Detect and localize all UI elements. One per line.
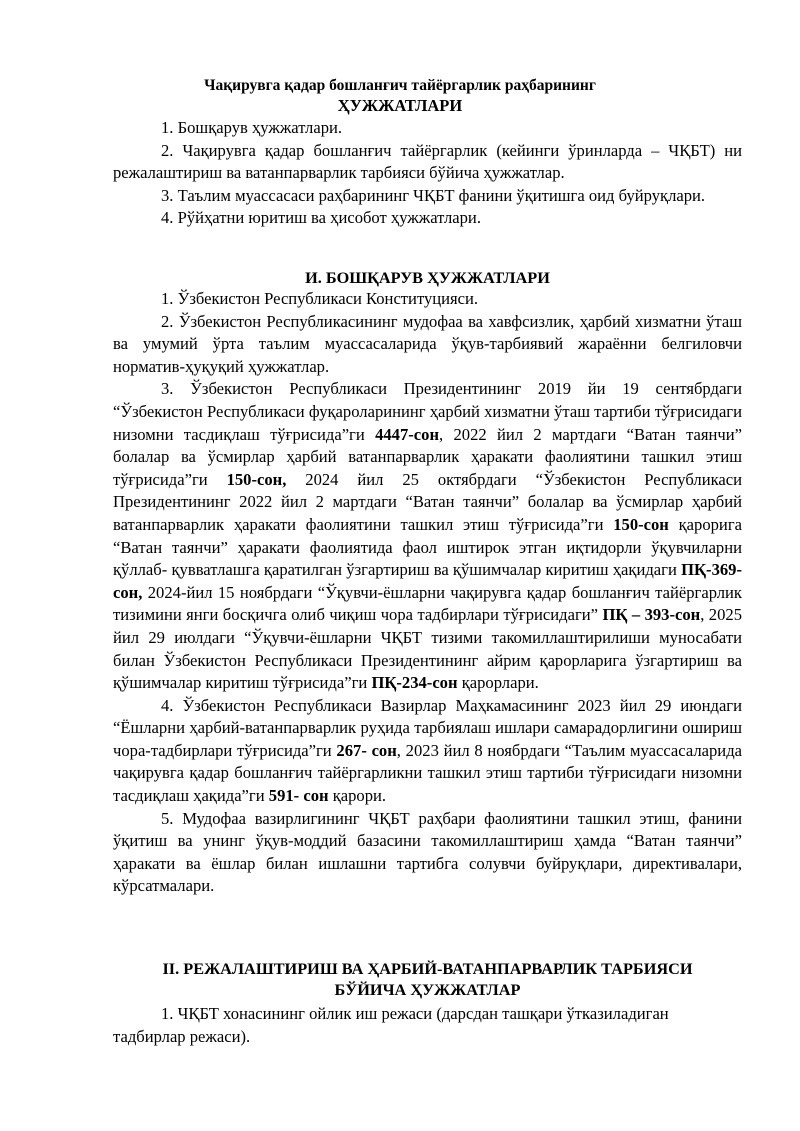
- section2-heading-line1: II. РЕЖАЛАШТИРИШ ВА ҲАРБИЙ-ВАТАНПАРВАРЛИК ТАРБИЯСИ: [162, 959, 693, 978]
- section2-item-1: 1. ЧҚБТ хонасининг ойлик иш режаси (дарсдан ташқари ўтказиладиган тадбирлар режаси).: [113, 1004, 669, 1046]
- resolution-number-267: 267- сон: [336, 740, 397, 760]
- section1-item-3: 3. Ўзбекистон Республикаси Президентининг 2019 йи 19 сентябрдаги “Ўзбекистон Республикаси фуқароларининг ҳарбий хизматни ўташ тартиби тўғрисидаги низомни тасдиқлаш тўғрисида”ги 4447-сон, 2022 йил 2 мартдаги “Ватан таянчи” болалар ва ўсмирлар ҳарбий ватанпарварлик ҳаракати фаолиятини ташкил этиш тўғрисида”ги 150-сон, 2024 йил 25 октябрдаги “Ўзбекистон Республикаси Президентининг 2022 йил 2 мартдаги “Ватан таянчи” болалар ва ўсмирлар ҳарбий ватанпарварлик ҳаракати фаолиятини ташкил этиш тўғрисида”ги 150-сон қарорига “Ватан таянчи” ҳаракати фаолиятида фаол иштирок этган иқтидорли ўқувчиларни қўллаб- қувватлашга қаратилган ўзгартириш ва қўшимчалар киритиш ҳақидаги ПҚ-369-сон, 2024-йил 15 ноябрдаги “Ўқувчи-ёшларни чақирувга қадар бошланғич тайёргарлик тизимини янги босқичга олиб чиқиш чора тадбирлари тўғрисидаги” ПҚ – 393-сон, 2025 йил 29 июлдаги “Ўқувчи-ёшларни ЧҚБТ тизими такомиллаштирилиши муносабати билан Ўзбекистон Республикаси Президентининг айрим қарорларига ўзгартириш ва қўшимчалар киритиш тўғрисида”ги ПҚ-234-сон қарорлари.: [113, 379, 742, 693]
- section1-list: [113, 288, 742, 898]
- decree-number-pk234: ПҚ-234-сон: [371, 673, 458, 693]
- section1-item-5: 5. Мудофаа вазирлигининг ЧҚБТ раҳбари фаолиятини ташкил этиш, фанини ўқитиш ва унинг ўқув-моддий базасини такомиллаштириш ҳамда “Ватан таянчи” ҳаракати ва ёшлар билан ишлашни тартибга солувчи буйруқлари, директивалари, кўрсатмалари.: [113, 808, 742, 896]
- section2-list: [113, 1003, 742, 1048]
- section1-heading: И. БОШҚАРУВ ҲУЖЖАТЛАРИ: [305, 268, 550, 287]
- intro-list: [113, 117, 742, 230]
- section1-item-2: 2. Ўзбекистон Республикасининг мудофаа ва хавфсизлик, ҳарбий хизматни ўташ ва умумий ўрта таълим муассасаларида ўқув-тарбиявий жараённи белгиловчи норматив-ҳуқуқий ҳужжатлар.: [113, 311, 742, 376]
- decree-number-pk369: ПҚ-369-сон,: [113, 560, 742, 602]
- resolution-number-591: 591- сон: [268, 786, 329, 806]
- decree-number-150a: 150-сон,: [226, 469, 287, 489]
- intro-item-3: 3. Таълим муассасаси раҳбарининг ЧҚБТ фанини ўқитишга оид буйруқлари.: [161, 185, 706, 205]
- decree-number-pk393: ПҚ – 393-сон: [602, 605, 701, 625]
- section1-item-4: 4. Ўзбекистон Республикаси Вазирлар Маҳкамасининг 2023 йил 29 июндаги “Ёшларни ҳарбий-ватанпарварлик руҳида тарбиялаш ишлари самарадорлигини ошириш чора-тадбирлари тўғрисида”ги 267- сон, 2023 йил 8 ноябрдаги “Таълим муассасаларида чақирувга қадар бошланғич тайёргарликни ташкил этиш тартиби тўғрисидаги низомни тасдиқлаш ҳақида”ги 591- сон қарори.: [113, 695, 742, 806]
- document-title-line1: Чақирувга қадар бошланғич тайёргарлик раҳбарининг: [204, 77, 596, 94]
- intro-item-4: 4. Рўйҳатни юритиш ва ҳисобот ҳужжатлари.: [161, 208, 481, 228]
- document-title-line2: ҲУЖЖАТЛАРИ: [337, 96, 463, 115]
- section2-heading: [113, 958, 742, 1000]
- intro-item-1: 1. Бошқарув ҳужжатлари.: [161, 118, 343, 137]
- section2-heading-line2: БЎЙИЧА ҲУЖЖАТЛАР: [334, 980, 521, 999]
- decree-number-4447: 4447-сон: [375, 424, 440, 444]
- decree-number-150b: 150-сон: [613, 514, 669, 534]
- intro-item-2: 2. Чақирувга қадар бошланғич тайёргарлик (кейинги ўринларда – ЧҚБТ) ни режалаштириш ва ватанпарварлик тарбияси бўйича ҳужжатлар.: [113, 140, 742, 183]
- section1-item-1: 1. Ўзбекистон Республикаси Конституцияси.: [161, 289, 479, 308]
